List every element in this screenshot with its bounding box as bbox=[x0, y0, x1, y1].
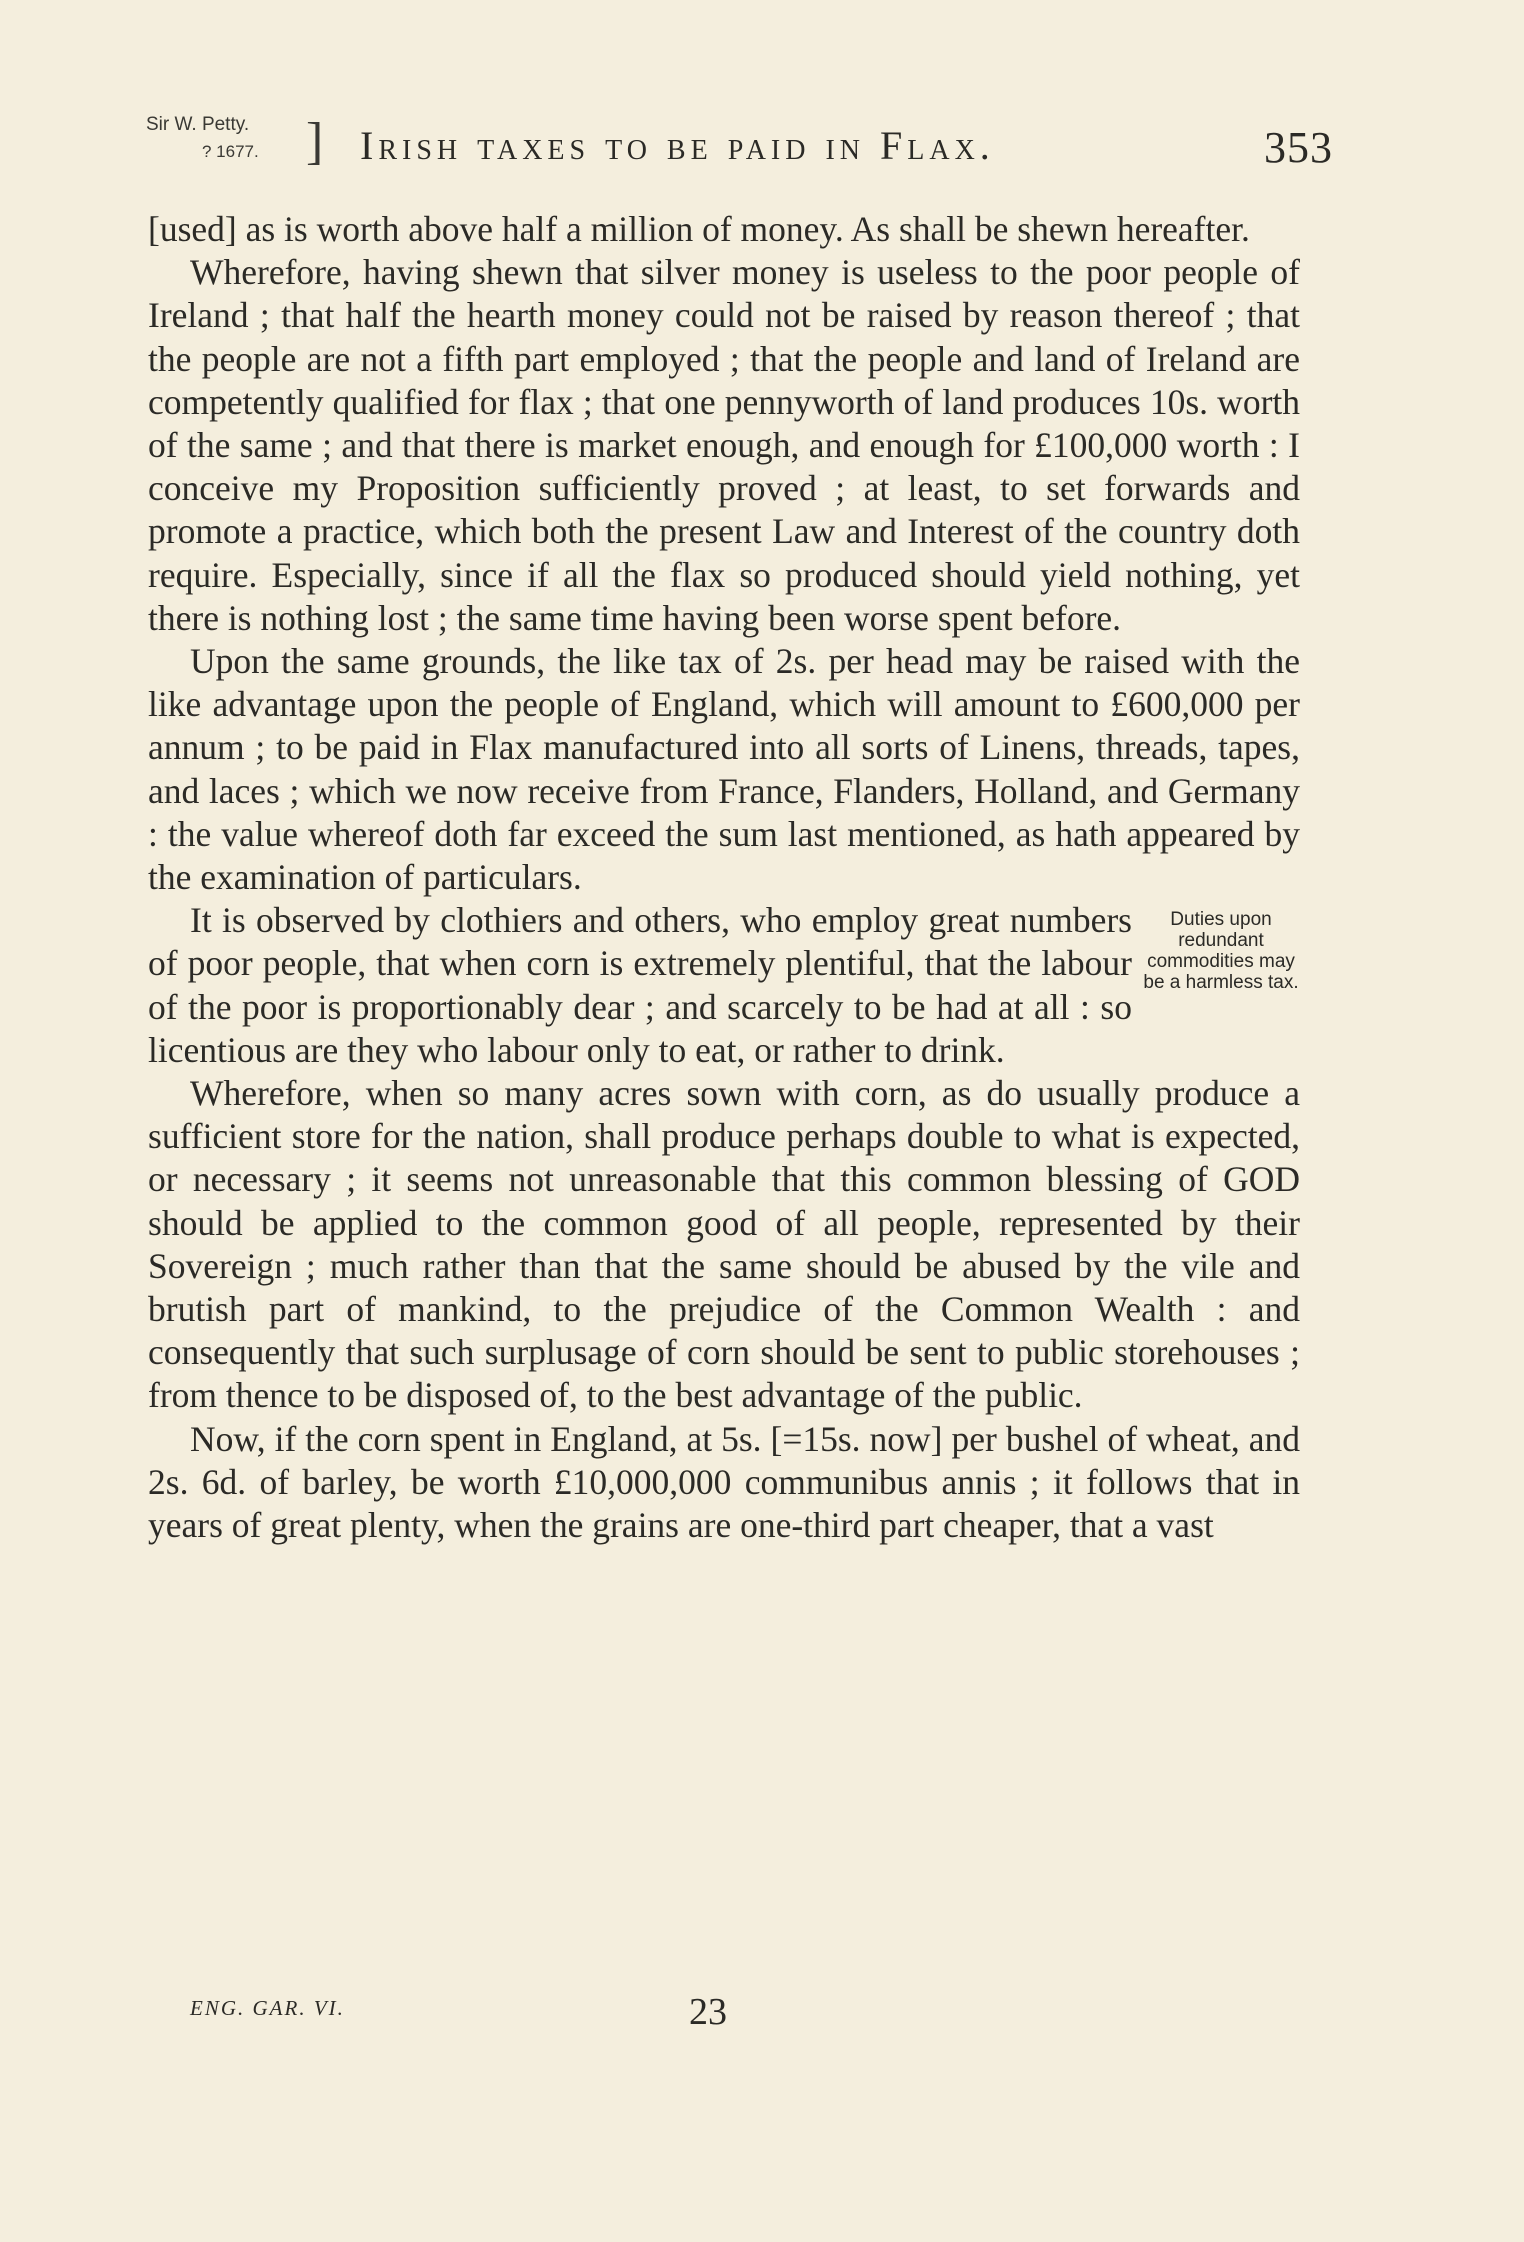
header-year: ? 1677. bbox=[202, 142, 259, 161]
printer-signature: ENG. GAR. VI. bbox=[190, 1996, 345, 2020]
body-text bbox=[148, 208, 1300, 1547]
paragraph-6: Now, if the corn spent in England, at 5s. [=15s. now] per bushel of wheat, and 2s. 6d. of barley, be worth £10,000,000 communibus annis ; it follows that in years of great plenty, when the grains are one-third part cheaper, that a vast bbox=[148, 1418, 1300, 1546]
paragraph-4-wrap bbox=[148, 899, 1300, 1072]
running-head bbox=[146, 112, 1341, 182]
header-bracket: ] bbox=[306, 113, 324, 170]
paragraph-1: [used] as is worth above half a million of money. As shall be shewn hereafter. bbox=[148, 209, 1250, 249]
page-number: 353 bbox=[1264, 123, 1333, 172]
paragraph-2: Wherefore, having shewn that silver money is useless to the poor people of Ireland ; that half the hearth money could not be raised by reason thereof ; that the people are not a fifth part employed ; that the people and land of Ireland are competently qualified for flax ; that one pennyworth of land produces 10s. worth of the same ; and that there is market enough, and enough for £100,000 worth : I conceive my Proposition sufficiently proved ; at least, to set forwards and promote a practice, which both the present Law and Interest of the country doth require. Especially, since if all the flax so produced should yield nothing, yet there is nothing lost ; the same time having been worse spent before. bbox=[148, 252, 1300, 638]
paragraph-4: It is observed by clothiers and others, who employ great numbers of poor people, that when corn is extremely plentiful, that the labour of the poor is proportionably dear ; and scarcely to be had at all : so licentious are they who labour only to eat, or rather to drink. bbox=[148, 900, 1132, 1070]
signature-folio: 23 bbox=[689, 1991, 727, 2033]
paragraph-3: Upon the same grounds, the like tax of 2s. per head may be raised with the like advantage upon the people of England, which will amount to £600,000 per annum ; to be paid in Flax manufactured into all sorts of Linens, threads, tapes, and laces ; which we now receive from France, Flanders, Holland, and Germany : the value whereof doth far exceed the sum last mentioned, as hath appeared by the examination of particulars. bbox=[148, 641, 1300, 898]
header-author: Sir W. Petty. bbox=[146, 114, 250, 135]
header-title: Irish taxes to be paid in Flax. bbox=[360, 123, 995, 168]
marginal-note: Duties upon redundant commodities may be a harmless tax. bbox=[1143, 909, 1299, 994]
paragraph-5: Wherefore, when so many acres sown with corn, as do usually produce a sufficient store for the nation, shall produce perhaps double to what is expected, or necessary ; it seems not unreasonable that this common blessing of GOD should be applied to the common good of all people, represented by their Sovereign ; much rather than that the same should be abused by the vile and brutish part of mankind, to the prejudice of the Common Wealth : and consequently that such surplusage of corn should be sent to public storehouses ; from thence to be disposed of, to the best advantage of the public. bbox=[148, 1073, 1300, 1416]
